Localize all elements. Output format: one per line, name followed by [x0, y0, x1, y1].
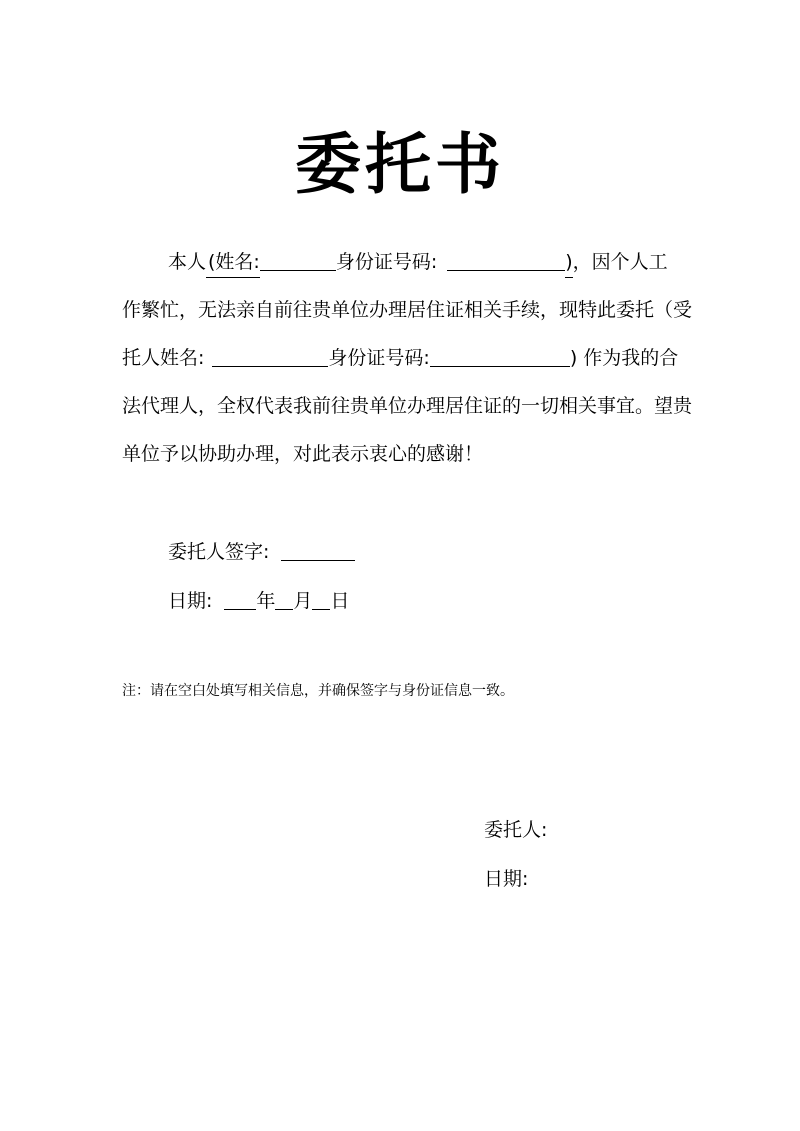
date-label: 日期:: [168, 590, 213, 612]
note-text: 注：请在空白处填写相关信息，并确保签字与身份证信息一致。: [122, 683, 514, 699]
close-paren: ): [565, 247, 572, 278]
paragraph-line-1: [168, 247, 668, 278]
name-label-underlined: (姓名:: [206, 247, 260, 278]
agent-name-blank[interactable]: [212, 344, 328, 367]
day-label: 日: [330, 590, 350, 612]
agent-role-text: ) 作为我的合: [569, 347, 679, 369]
day-blank[interactable]: [312, 587, 330, 610]
paragraph-line-2: 作繁忙，无法亲自前往贵单位办理居住证相关手续，现特此委托（受: [122, 299, 693, 321]
signature-label: 委托人签字:: [168, 541, 270, 563]
principal-id-blank[interactable]: [447, 248, 565, 271]
date-row: [168, 586, 349, 616]
reason-text: ，因个人工: [572, 251, 668, 273]
self-label: 本人: [168, 251, 207, 273]
year-blank[interactable]: [224, 587, 256, 610]
signature-row: [168, 537, 355, 567]
paragraph-line-5: 单位予以协助办理，对此表示衷心的感谢！: [122, 443, 484, 465]
month-blank[interactable]: [275, 587, 293, 610]
signature-blank[interactable]: [281, 538, 355, 561]
paragraph-line-4: 法代理人，全权代表我前往贵单位办理居住证的一切相关事宜。望贵: [122, 395, 693, 417]
agent-id-label: 身份证号码: [328, 347, 424, 369]
month-label: 月: [293, 590, 313, 612]
agent-name-label: 托人姓名:: [122, 347, 205, 369]
year-label: 年: [256, 590, 276, 612]
principal-name-blank[interactable]: [260, 248, 336, 271]
paragraph-line-3: [122, 343, 678, 373]
footer-principal-label: 委托人:: [484, 819, 548, 841]
agent-id-colon: :: [423, 347, 430, 369]
document-title: 委托书: [295, 126, 505, 203]
footer-date-label: 日期:: [484, 868, 529, 890]
agent-id-blank[interactable]: [430, 344, 570, 367]
id-number-label: 身份证号码:: [335, 251, 438, 273]
